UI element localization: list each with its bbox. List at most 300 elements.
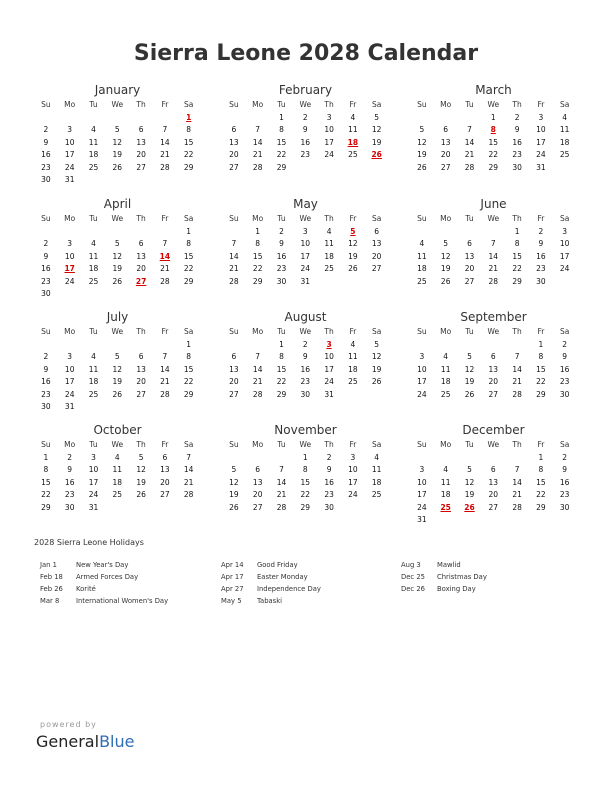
holidays-title: 2028 Sierra Leone Holidays [34, 538, 144, 547]
day-cell: 1 [255, 227, 261, 236]
day-cell: 8 [538, 465, 544, 475]
day-cell: 20 [488, 490, 499, 500]
day-cell: 11 [324, 239, 334, 249]
day-cell: 12 [371, 352, 382, 362]
month-name: November [274, 423, 337, 437]
day-cell: 21 [512, 490, 522, 500]
empty-cell [481, 452, 505, 464]
day-cell: 10 [88, 465, 99, 475]
day-cell: 9 [43, 364, 49, 374]
day-cell: 21 [252, 377, 263, 387]
day-cell: 26 [229, 502, 239, 512]
day-cell: 28 [252, 389, 263, 399]
holiday-day: 18 [347, 137, 359, 147]
weekday-label: Mo [252, 100, 264, 109]
day-cell: 16 [300, 364, 311, 374]
day-cell: 23 [276, 264, 287, 274]
day-cell: 18 [348, 364, 358, 374]
day-cell: 8 [43, 465, 49, 475]
empty-cell [410, 226, 434, 238]
weekday-label: Sa [372, 327, 382, 336]
month-september [410, 309, 577, 401]
day-cell: 9 [562, 352, 568, 362]
empty-cell [153, 112, 177, 124]
day-cell: 1 [514, 227, 520, 236]
weekday-label: Th [136, 327, 146, 336]
day-cell: 18 [371, 477, 382, 487]
day-cell: 17 [324, 137, 334, 147]
day-cell: 13 [440, 137, 451, 147]
weekday-label: Su [229, 440, 239, 449]
day-cell: 23 [300, 377, 311, 387]
day-cell: 4 [91, 239, 96, 249]
day-cell: 11 [88, 364, 99, 374]
day-cell: 27 [488, 502, 499, 512]
weekday-label: Mo [252, 327, 264, 336]
day-cell: 28 [464, 162, 475, 172]
empty-cell [153, 339, 177, 351]
weekday-label: Th [512, 100, 522, 109]
month-grid [34, 438, 201, 514]
day-cell: 5 [374, 113, 380, 122]
month-grid [222, 212, 389, 288]
month-grid [34, 212, 201, 300]
day-cell: 4 [562, 113, 568, 122]
day-cell: 30 [41, 174, 51, 184]
day-cell: 12 [464, 477, 475, 487]
day-cell: 23 [559, 377, 570, 387]
day-cell: 12 [464, 364, 475, 374]
day-cell: 15 [252, 251, 263, 261]
day-cell: 25 [348, 150, 358, 160]
day-cell: 1 [538, 453, 544, 462]
day-cell: 11 [440, 477, 451, 487]
day-cell: 31 [64, 174, 75, 184]
day-cell: 6 [467, 239, 472, 249]
day-cell: 29 [536, 502, 546, 512]
day-cell: 3 [538, 113, 544, 122]
day-cell: 20 [229, 377, 239, 387]
day-cell: 3 [562, 227, 568, 236]
day-cell: 1 [538, 340, 544, 349]
weekday-label: Su [229, 327, 239, 336]
day-cell: 12 [371, 125, 382, 135]
holiday-row [40, 559, 168, 571]
empty-cell [34, 112, 58, 124]
day-cell: 1 [186, 340, 192, 349]
day-cell: 7 [279, 465, 284, 475]
day-cell: 20 [371, 251, 382, 261]
day-cell: 20 [488, 377, 499, 387]
day-cell: 2 [43, 239, 49, 249]
day-cell: 8 [279, 352, 284, 362]
empty-cell [410, 452, 434, 464]
day-cell: 10 [417, 477, 427, 487]
month-grid [222, 98, 389, 174]
day-cell: 25 [112, 490, 123, 500]
holiday-date: Apr 17 [221, 573, 244, 581]
day-cell: 7 [162, 125, 168, 135]
weekday-label: Th [324, 100, 334, 109]
holiday-date: Dec 25 [401, 573, 425, 581]
holiday-date: Dec 26 [401, 585, 425, 593]
holiday-name: Christmas Day [437, 573, 487, 581]
day-cell: 17 [64, 150, 75, 160]
day-cell: 17 [300, 251, 311, 261]
day-cell: 30 [512, 162, 522, 172]
day-cell: 29 [252, 276, 263, 286]
day-cell: 25 [348, 377, 358, 387]
day-cell: 11 [440, 364, 451, 374]
weekday-label: Tu [465, 327, 474, 336]
day-cell: 21 [488, 264, 499, 274]
weekday-label: Th [512, 327, 522, 336]
day-cell: 22 [512, 264, 522, 274]
day-cell: 17 [417, 377, 427, 387]
empty-cell [410, 339, 434, 351]
month-grid [410, 212, 577, 288]
day-cell: 26 [136, 490, 146, 500]
day-cell: 15 [276, 364, 287, 374]
day-cell: 21 [160, 264, 170, 274]
day-cell: 31 [417, 514, 427, 524]
day-cell: 6 [374, 227, 380, 236]
holiday-date: May 5 [221, 597, 242, 605]
day-cell: 14 [252, 137, 263, 147]
month-august [222, 309, 389, 401]
weekday-label: Sa [560, 440, 570, 449]
day-cell: 5 [138, 453, 144, 462]
day-cell: 28 [512, 389, 522, 399]
holiday-name: Independence Day [257, 585, 321, 593]
day-cell: 14 [512, 364, 522, 374]
weekday-label: We [487, 440, 500, 449]
empty-cell [34, 226, 58, 238]
month-name: June [480, 197, 507, 211]
day-cell: 12 [112, 251, 123, 261]
weekday-label: Th [512, 214, 522, 223]
day-cell: 7 [162, 352, 168, 362]
day-cell: 27 [464, 276, 475, 286]
day-cell: 24 [417, 389, 427, 399]
day-cell: 4 [443, 465, 449, 475]
day-cell: 6 [231, 125, 237, 135]
day-cell: 26 [440, 276, 451, 286]
month-name: August [284, 310, 327, 324]
day-cell: 22 [183, 377, 194, 387]
weekday-label: We [299, 440, 312, 449]
weekday-label: Su [229, 214, 239, 223]
weekday-label: Tu [89, 100, 98, 109]
day-cell: 8 [186, 125, 192, 135]
day-cell: 12 [229, 477, 239, 487]
day-cell: 22 [536, 490, 546, 500]
day-cell: 9 [538, 239, 544, 249]
month-name: July [106, 310, 129, 324]
month-name: May [293, 197, 318, 211]
empty-cell [458, 339, 482, 351]
day-cell: 12 [440, 251, 451, 261]
day-cell: 6 [138, 125, 144, 135]
day-cell: 28 [276, 502, 287, 512]
weekday-label: We [111, 214, 124, 223]
day-cell: 22 [536, 377, 546, 387]
weekday-label: Sa [372, 440, 382, 449]
holiday-day: 8 [490, 125, 496, 135]
day-cell: 17 [417, 490, 427, 500]
weekday-label: Mo [64, 100, 76, 109]
day-cell: 25 [88, 162, 99, 172]
holiday-name: New Year's Day [76, 561, 129, 569]
day-cell: 8 [538, 352, 544, 362]
day-cell: 10 [64, 251, 75, 261]
holiday-column [401, 559, 487, 595]
day-cell: 14 [276, 477, 287, 487]
weekday-label: Sa [184, 214, 194, 223]
day-cell: 11 [88, 251, 99, 261]
day-cell: 15 [300, 477, 311, 487]
day-cell: 4 [91, 125, 96, 135]
day-cell: 1 [490, 113, 496, 122]
month-name: December [462, 423, 525, 437]
empty-cell [434, 226, 458, 238]
month-january [34, 82, 201, 186]
day-cell: 13 [252, 477, 263, 487]
empty-cell [458, 226, 482, 238]
day-cell: 15 [183, 364, 194, 374]
weekday-label: Fr [161, 327, 169, 336]
empty-cell [434, 452, 458, 464]
month-name: March [475, 83, 512, 97]
weekday-label: Fr [537, 100, 545, 109]
day-cell: 16 [300, 137, 311, 147]
day-cell: 9 [302, 125, 308, 135]
day-cell: 16 [512, 137, 522, 147]
empty-cell [434, 112, 458, 124]
day-cell: 7 [162, 239, 168, 249]
holiday-day: 25 [440, 502, 451, 512]
day-cell: 4 [114, 453, 120, 462]
weekday-label: Fr [537, 214, 545, 223]
brand-logo [36, 732, 134, 751]
day-cell: 30 [559, 389, 570, 399]
day-cell: 9 [67, 465, 73, 475]
day-cell: 10 [348, 465, 358, 475]
day-cell: 6 [138, 352, 144, 362]
day-cell: 16 [41, 150, 51, 160]
month-february [222, 82, 389, 174]
day-cell: 28 [160, 276, 170, 286]
day-cell: 19 [417, 150, 427, 160]
weekday-label: Mo [64, 214, 76, 223]
day-cell: 24 [559, 264, 570, 274]
day-cell: 4 [350, 113, 356, 122]
day-cell: 9 [326, 465, 332, 475]
weekday-label: Tu [277, 100, 286, 109]
day-cell: 27 [136, 162, 146, 172]
day-cell: 5 [443, 239, 449, 249]
weekday-label: Fr [349, 440, 357, 449]
empty-cell [222, 339, 246, 351]
weekday-label: Fr [537, 327, 545, 336]
day-cell: 23 [559, 490, 570, 500]
brand-blue: Blue [99, 732, 135, 751]
weekday-label: Su [41, 327, 51, 336]
day-cell: 27 [371, 264, 382, 274]
day-cell: 4 [91, 352, 96, 362]
day-cell: 6 [255, 465, 261, 475]
day-cell: 15 [183, 137, 194, 147]
day-cell: 8 [186, 239, 192, 249]
holiday-name: Easter Monday [257, 573, 308, 581]
day-cell: 7 [255, 125, 261, 135]
day-cell: 27 [252, 502, 263, 512]
day-cell: 5 [231, 465, 237, 475]
day-cell: 24 [536, 150, 546, 160]
day-cell: 18 [88, 150, 99, 160]
holiday-column [221, 559, 321, 607]
day-cell: 17 [64, 377, 75, 387]
day-cell: 14 [488, 251, 499, 261]
holiday-date: Apr 27 [221, 585, 244, 593]
day-cell: 25 [88, 276, 99, 286]
day-cell: 25 [88, 389, 99, 399]
day-cell: 19 [440, 264, 451, 274]
day-cell: 2 [302, 113, 308, 122]
day-cell: 26 [112, 162, 123, 172]
day-cell: 4 [326, 227, 332, 236]
empty-cell [246, 339, 270, 351]
holiday-day: 14 [159, 251, 171, 261]
day-cell: 1 [302, 453, 308, 462]
day-cell: 19 [112, 377, 123, 387]
day-cell: 26 [464, 389, 475, 399]
day-cell: 14 [464, 137, 475, 147]
weekday-label: Su [417, 100, 427, 109]
weekday-label: Fr [349, 214, 357, 223]
day-cell: 19 [112, 264, 123, 274]
day-cell: 28 [160, 162, 170, 172]
holiday-date: Feb 18 [40, 573, 63, 581]
holiday-column [40, 559, 168, 607]
empty-cell [34, 339, 58, 351]
weekday-label: Fr [161, 214, 169, 223]
weekday-label: Sa [560, 100, 570, 109]
day-cell: 20 [252, 490, 263, 500]
weekday-label: Mo [440, 327, 452, 336]
holiday-day: 3 [326, 340, 332, 349]
day-cell: 27 [440, 162, 451, 172]
day-cell: 9 [302, 352, 308, 362]
day-cell: 11 [348, 352, 358, 362]
weekday-label: Sa [560, 214, 570, 223]
weekday-label: We [111, 440, 124, 449]
month-july [34, 309, 201, 413]
day-cell: 9 [279, 239, 284, 249]
day-cell: 23 [41, 276, 51, 286]
day-cell: 20 [464, 264, 475, 274]
holiday-date: Feb 26 [40, 585, 63, 593]
weekday-label: Sa [184, 327, 194, 336]
day-cell: 18 [88, 264, 99, 274]
day-cell: 7 [186, 453, 192, 462]
weekday-label: Tu [89, 440, 98, 449]
day-cell: 27 [229, 389, 239, 399]
day-cell: 18 [559, 137, 570, 147]
weekday-label: We [111, 327, 124, 336]
day-cell: 22 [252, 264, 263, 274]
empty-cell [105, 226, 129, 238]
weekday-label: Tu [277, 440, 286, 449]
day-cell: 19 [464, 377, 475, 387]
holiday-row [40, 595, 168, 607]
holiday-name: Tabaski [257, 597, 283, 605]
empty-cell [129, 339, 153, 351]
holiday-name: Armed Forces Day [76, 573, 139, 581]
holiday-day: 26 [464, 502, 475, 512]
day-cell: 5 [467, 465, 472, 475]
day-cell: 3 [67, 352, 73, 362]
day-cell: 20 [136, 264, 146, 274]
month-april [34, 196, 201, 300]
day-cell: 5 [114, 352, 120, 362]
day-cell: 16 [276, 251, 287, 261]
weekday-label: We [299, 214, 312, 223]
day-cell: 22 [183, 150, 194, 160]
day-cell: 31 [324, 389, 334, 399]
weekday-label: Mo [252, 440, 264, 449]
day-cell: 28 [183, 490, 194, 500]
day-cell: 20 [229, 150, 239, 160]
holiday-row [221, 595, 321, 607]
day-cell: 26 [112, 389, 123, 399]
month-grid [222, 438, 389, 514]
day-cell: 1 [279, 340, 284, 349]
weekday-label: Th [136, 100, 146, 109]
day-cell: 29 [276, 162, 287, 172]
weekday-label: Su [417, 214, 427, 223]
day-cell: 21 [512, 377, 522, 387]
day-cell: 15 [276, 137, 287, 147]
weekday-label: Th [324, 327, 334, 336]
day-cell: 7 [255, 352, 261, 362]
month-name: February [278, 83, 333, 97]
day-cell: 14 [160, 137, 170, 147]
day-cell: 4 [443, 352, 449, 362]
day-cell: 15 [536, 477, 546, 487]
weekday-label: Tu [89, 327, 98, 336]
day-cell: 21 [160, 377, 170, 387]
day-cell: 24 [64, 276, 75, 286]
day-cell: 11 [559, 125, 570, 135]
powered-by-text: powered by [40, 720, 97, 729]
day-cell: 29 [183, 162, 194, 172]
day-cell: 10 [300, 239, 311, 249]
day-cell: 16 [559, 364, 570, 374]
empty-cell [246, 452, 270, 464]
day-cell: 19 [371, 364, 382, 374]
weekday-label: Mo [440, 100, 452, 109]
holiday-name: Mawlid [437, 561, 461, 569]
day-cell: 22 [276, 377, 287, 387]
day-cell: 8 [302, 465, 308, 475]
day-cell: 15 [183, 251, 194, 261]
day-cell: 14 [229, 251, 239, 261]
day-cell: 22 [300, 490, 311, 500]
day-cell: 5 [374, 340, 380, 349]
day-cell: 3 [302, 227, 308, 236]
holiday-name: Boxing Day [437, 585, 476, 593]
